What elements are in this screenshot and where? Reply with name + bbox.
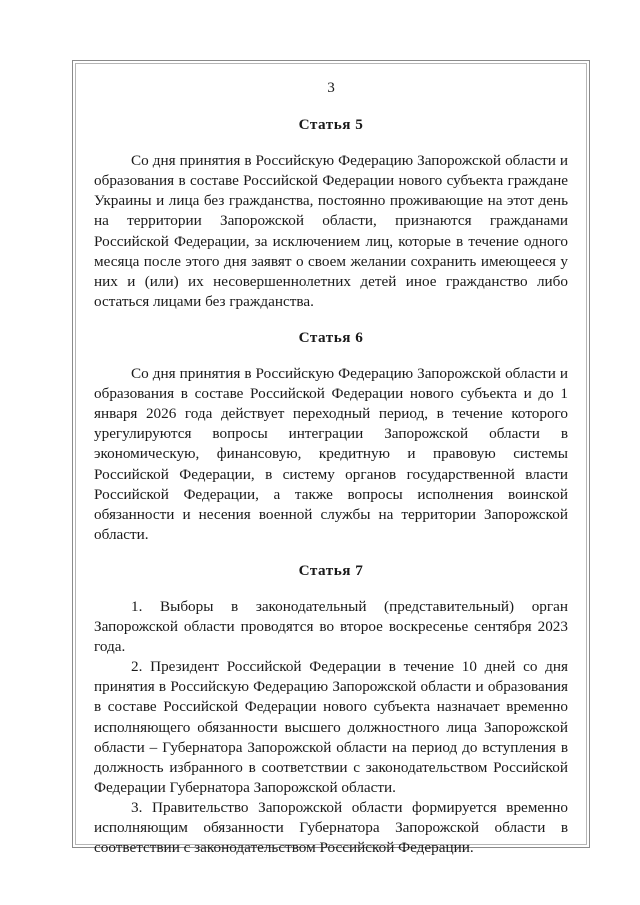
article-7-paragraph-1: 1. Выборы в законодательный (представительный) орган Запорожской области проводятся во второе воскресенье сентября 2023 года.	[94, 597, 568, 656]
article-6-paragraph: Со дня принятия в Российскую Федерацию Запорожской области и образования в составе Российской Федерации нового субъекта и до 1 января 2026 года действует переходный период, в течение которого урегулируются вопросы интеграции Запорожской области в экономическую, финансовую, кредитную и правовую системы Российской Федерации, в систему органов государственной власти Российской Федерации, а также вопросы исполнения воинской обязанности и несения военной службы на территории Запорожской области.	[94, 365, 568, 543]
article-7-paragraph-3: 3. Правительство Запорожской области формируется временно исполняющим обязанности Губернатора Запорожской области в соответствии с законодательством Российской Федерации.	[94, 798, 568, 857]
page-number: 3	[327, 79, 335, 96]
article-5-paragraph: Со дня принятия в Российскую Федерацию Запорожской области и образования в составе Российской Федерации нового субъекта граждане Украины и лица без гражданства, постоянно проживающие на этот день на территории Запорожской области, признаются гражданами Российской Федерации, за исключением лиц, которые в течение одного месяца после этого дня заявят о своем желании сохранить имеющееся у них и (или) их несовершеннолетних детей иное гражданство либо остаться лицами без гражданства.	[94, 152, 568, 310]
article-7-paragraph-2: 2. Президент Российской Федерации в течение 10 дней со дня принятия в Российскую Федерацию Запорожской области и образования в составе Российской Федерации нового субъекта назначает временно исполняющего обязанности высшего должностного лица Запорожской области – Губернатора Запорожской области на период до вступления в должность избранного в соответствии с законодательством Российской Федерации Губернатора Запорожской области.	[94, 658, 568, 796]
article-5-title: Статья 5	[298, 116, 364, 134]
article-7	[94, 561, 568, 858]
document-page	[94, 78, 568, 874]
article-7-title: Статья 7	[298, 561, 364, 579]
article-6-title: Статья 6	[298, 328, 364, 346]
article-5	[94, 115, 568, 312]
article-6	[94, 328, 568, 545]
